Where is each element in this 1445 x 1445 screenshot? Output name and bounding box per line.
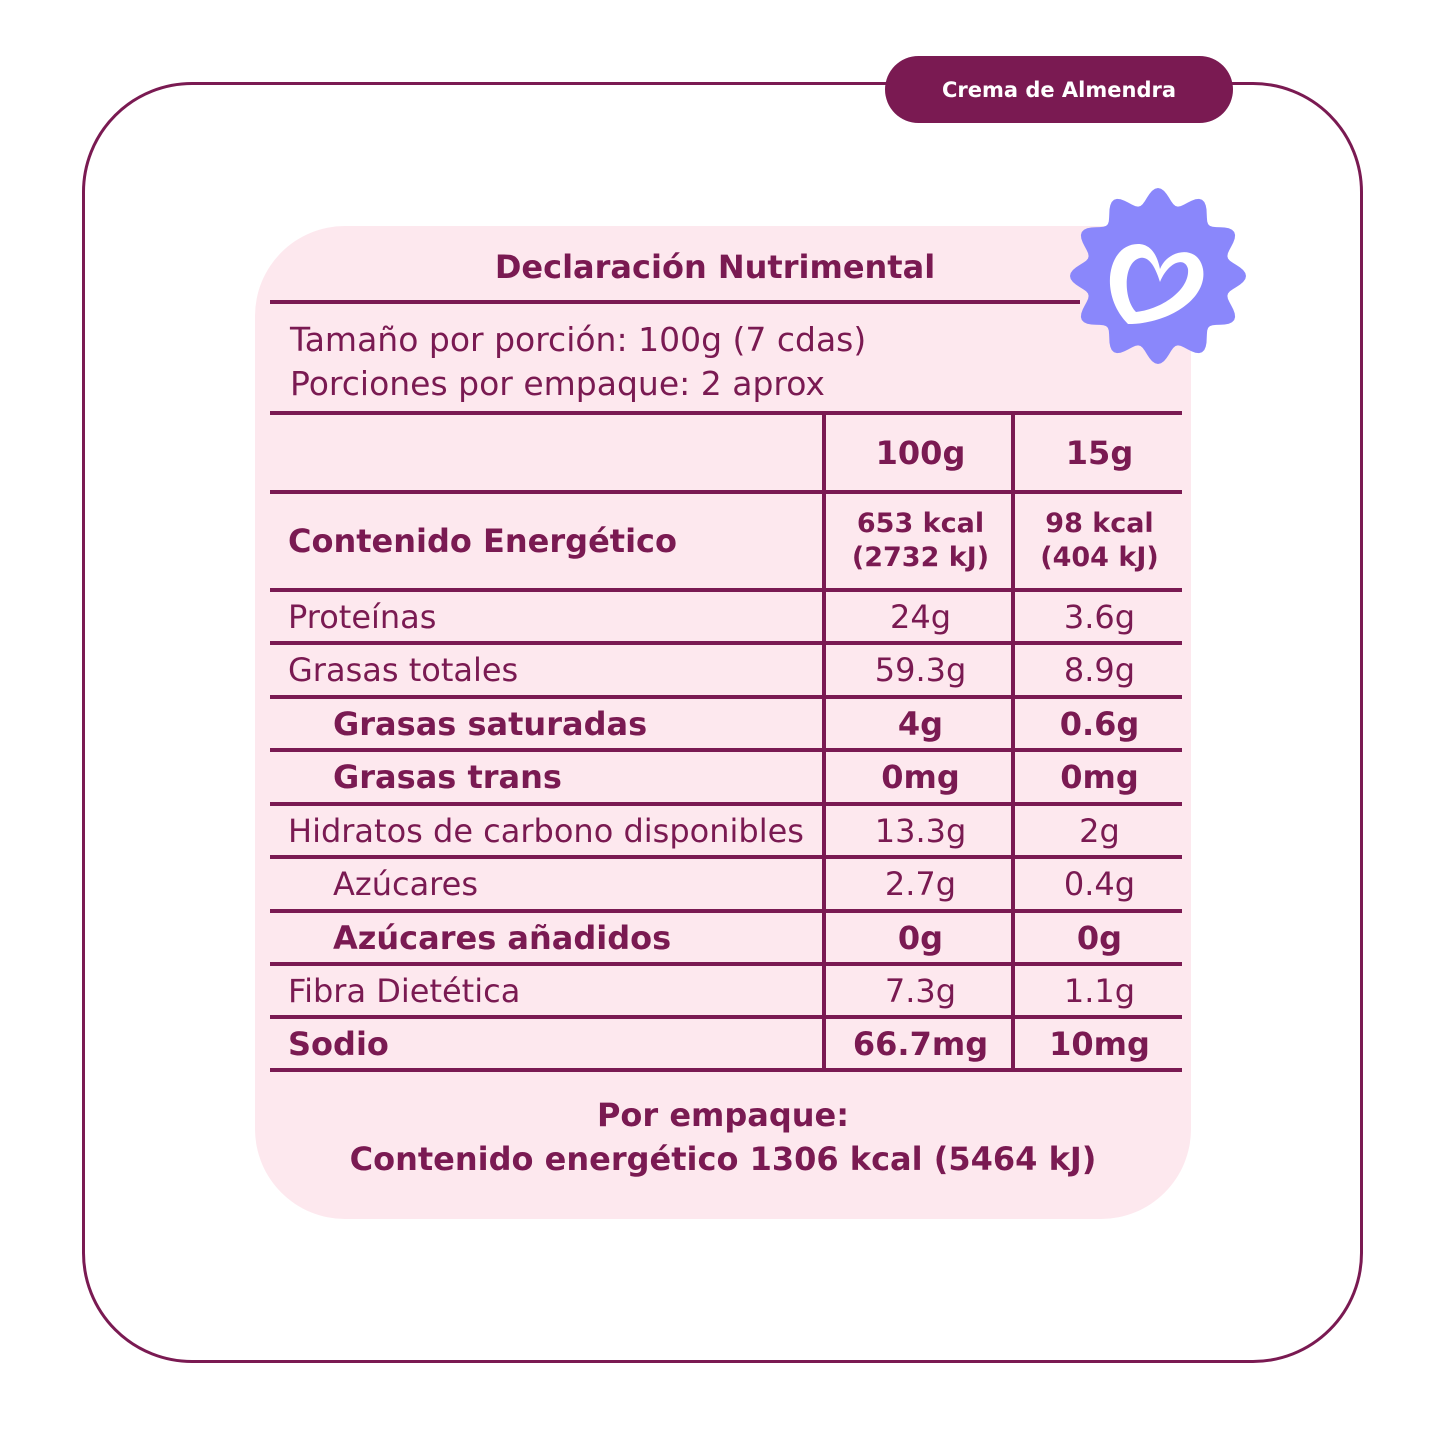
value-100g: 4g (897, 704, 944, 743)
footer-line-2: Contenido energético 1306 kcal (5464 kJ) (349, 1140, 1097, 1178)
value-100g: 653 kcal (2732 kJ) (851, 508, 990, 573)
value-100g: 13.3g (874, 811, 967, 850)
value-100g: 0g (897, 918, 944, 957)
servings-per-package: Porciones por empaque: 2 aprox (290, 364, 825, 403)
nutrient-label: Sodio (288, 1024, 389, 1063)
value-100g: 59.3g (874, 651, 967, 689)
value-15g: 10mg (1049, 1024, 1150, 1063)
nutrient-label: Contenido Energético (288, 522, 677, 560)
value-15g: 98 kcal (404 kJ) (1040, 508, 1159, 573)
product-tag: Crema de Almendra (885, 56, 1233, 123)
nutrient-label: Grasas trans (333, 758, 562, 796)
value-100g: 2.7g (884, 865, 957, 903)
nutrient-label: Azúcares añadidos (333, 918, 672, 957)
value-15g: 8.9g (1063, 651, 1136, 689)
nutrient-label: Fibra Dietética (288, 971, 521, 1010)
value-15g: 2g (1079, 811, 1120, 850)
panel-title: Declaración Nutrimental (494, 248, 936, 286)
value-100g: 66.7mg (852, 1024, 989, 1063)
footer-line-1: Por empaque: (596, 1096, 850, 1134)
nutrient-label: Proteínas (288, 597, 437, 636)
nutrient-label: Grasas totales (288, 651, 519, 689)
value-100g: 24g (889, 597, 952, 636)
value-100g: 0mg (881, 758, 960, 796)
value-15g: 1.1g (1063, 971, 1136, 1010)
nutrient-label: Hidratos de carbono disponibles (288, 811, 804, 850)
heart-badge-icon (1068, 184, 1248, 368)
nutrient-label: Azúcares (333, 865, 478, 903)
row-divider (270, 411, 1182, 415)
divider (270, 300, 1080, 304)
column-header-100g: 100g (875, 434, 966, 472)
value-15g: 0.6g (1059, 704, 1140, 743)
value-15g: 0mg (1060, 758, 1139, 796)
value-15g: 0.4g (1063, 865, 1136, 903)
value-100g: 7.3g (884, 971, 957, 1010)
value-15g: 3.6g (1063, 597, 1136, 636)
value-15g: 0g (1076, 918, 1123, 957)
column-header-15g: 15g (1065, 434, 1134, 472)
nutrient-label: Grasas saturadas (333, 704, 648, 743)
serving-size: Tamaño por porción: 100g (7 cdas) (290, 320, 867, 359)
